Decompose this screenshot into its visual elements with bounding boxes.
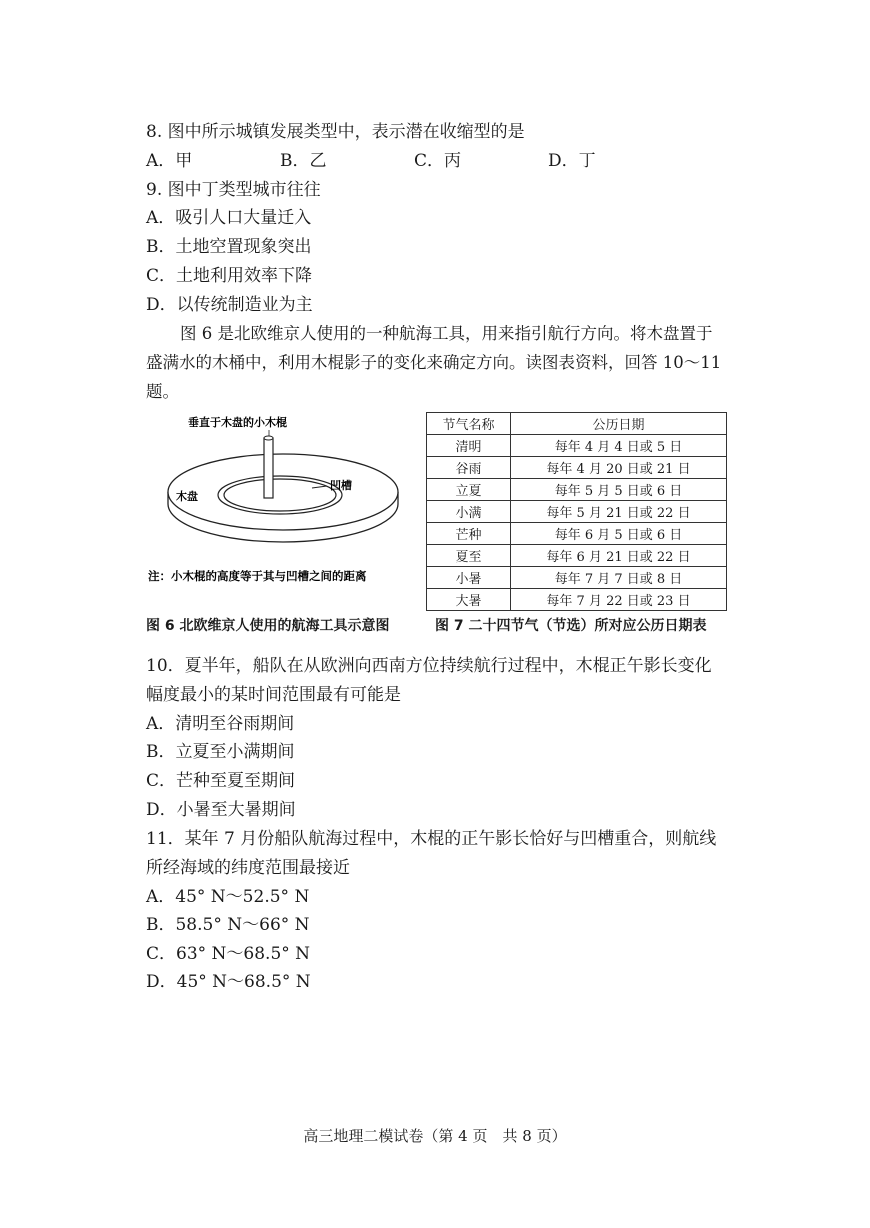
table-row bbox=[427, 457, 727, 479]
table-row bbox=[427, 435, 727, 457]
intro-paragraph: 图 6 是北欧维京人使用的一种航海工具，用来指引航行方向。将木盘置于盛满水的木桶中，利用木棍影子的变化来确定方向。读图表资料，回答 10～11 题。 bbox=[146, 324, 722, 401]
table-row bbox=[427, 545, 727, 567]
q10-option-d: D．小暑至大暑期间 bbox=[146, 800, 296, 820]
figure6-diagram bbox=[146, 408, 420, 598]
q10-stem-line2: 幅度最小的某时间范围最有可能是 bbox=[146, 685, 401, 705]
figure7-table bbox=[426, 412, 727, 611]
q9-option-d: D．以传统制造业为主 bbox=[146, 295, 313, 315]
term-cell: 立夏 bbox=[427, 479, 511, 501]
label-groove: 凹槽 bbox=[330, 479, 352, 492]
q11-option-b: B．58.5° N～66° N bbox=[146, 915, 310, 935]
figure6-caption: 图 6 北欧维京人使用的航海工具示意图 bbox=[146, 618, 390, 634]
q10-option-c: C．芒种至夏至期间 bbox=[146, 771, 296, 791]
q11-option-d: D．45° N～68.5° N bbox=[146, 972, 311, 992]
q11-stem-line1: 11．某年 7 月份船队航海过程中，木棍的正午影长恰好与凹槽重合，则航线 bbox=[146, 829, 717, 849]
date-cell: 每年 7 月 22 日或 23 日 bbox=[511, 589, 727, 611]
header-date: 公历日期 bbox=[511, 413, 727, 435]
label-stick: 垂直于木盘的小木棍 bbox=[188, 416, 287, 429]
figure6-note: 注：小木棍的高度等于其与凹槽之间的距离 bbox=[148, 569, 367, 583]
date-cell: 每年 6 月 5 日或 6 日 bbox=[511, 523, 727, 545]
table-row bbox=[427, 589, 727, 611]
q9-option-b: B．土地空置现象突出 bbox=[146, 237, 312, 257]
figure7-caption: 图 7 二十四节气（节选）所对应公历日期表 bbox=[435, 618, 707, 634]
table-row bbox=[427, 501, 727, 523]
q10-option-a: A．清明至谷雨期间 bbox=[146, 714, 295, 734]
stick bbox=[264, 438, 273, 498]
date-cell: 每年 5 月 5 日或 6 日 bbox=[511, 479, 727, 501]
q10-stem-line1: 10．夏半年，船队在从欧洲向西南方位持续航行过程中，木棍正午影长变化 bbox=[146, 656, 712, 676]
q9-option-c: C．土地利用效率下降 bbox=[146, 266, 313, 286]
page-footer: 高三地理二模试卷（第 4 页 共 8 页） bbox=[303, 1127, 567, 1145]
disc-top bbox=[168, 454, 398, 530]
table-header-row bbox=[427, 413, 727, 435]
table-row bbox=[427, 523, 727, 545]
term-cell: 清明 bbox=[427, 435, 511, 457]
q8-option-b: B．乙 bbox=[280, 151, 327, 171]
q9-option-a: A．吸引人口大量迁入 bbox=[146, 208, 312, 228]
term-cell: 大暑 bbox=[427, 589, 511, 611]
term-cell: 夏至 bbox=[427, 545, 511, 567]
table-row bbox=[427, 567, 727, 589]
header-term: 节气名称 bbox=[427, 413, 511, 435]
term-cell: 小满 bbox=[427, 501, 511, 523]
q8-option-d: D．丁 bbox=[548, 151, 596, 171]
q8-option-a: A．甲 bbox=[146, 151, 193, 171]
q11-option-a: A．45° N～52.5° N bbox=[146, 887, 310, 907]
date-cell: 每年 5 月 21 日或 22 日 bbox=[511, 501, 727, 523]
q9-stem: 9. 图中丁类型城市往往 bbox=[146, 180, 321, 200]
term-cell: 芒种 bbox=[427, 523, 511, 545]
date-cell: 每年 4 月 20 日或 21 日 bbox=[511, 457, 727, 479]
q8-options bbox=[146, 151, 596, 171]
term-cell: 谷雨 bbox=[427, 457, 511, 479]
q8-option-c: C．丙 bbox=[414, 151, 462, 171]
term-cell: 小暑 bbox=[427, 567, 511, 589]
table-row bbox=[427, 479, 727, 501]
date-cell: 每年 7 月 7 日或 8 日 bbox=[511, 567, 727, 589]
q11-stem-line2: 所经海域的纬度范围最接近 bbox=[146, 858, 350, 878]
date-cell: 每年 6 月 21 日或 22 日 bbox=[511, 545, 727, 567]
label-disc: 木盘 bbox=[176, 490, 198, 503]
stick-top bbox=[264, 436, 273, 440]
q10-option-b: B．立夏至小满期间 bbox=[146, 742, 295, 762]
date-cell: 每年 4 月 4 日或 5 日 bbox=[511, 435, 727, 457]
q8-stem: 8. 图中所示城镇发展类型中，表示潜在收缩型的是 bbox=[146, 122, 525, 142]
q11-option-c: C．63° N～68.5° N bbox=[146, 944, 311, 964]
